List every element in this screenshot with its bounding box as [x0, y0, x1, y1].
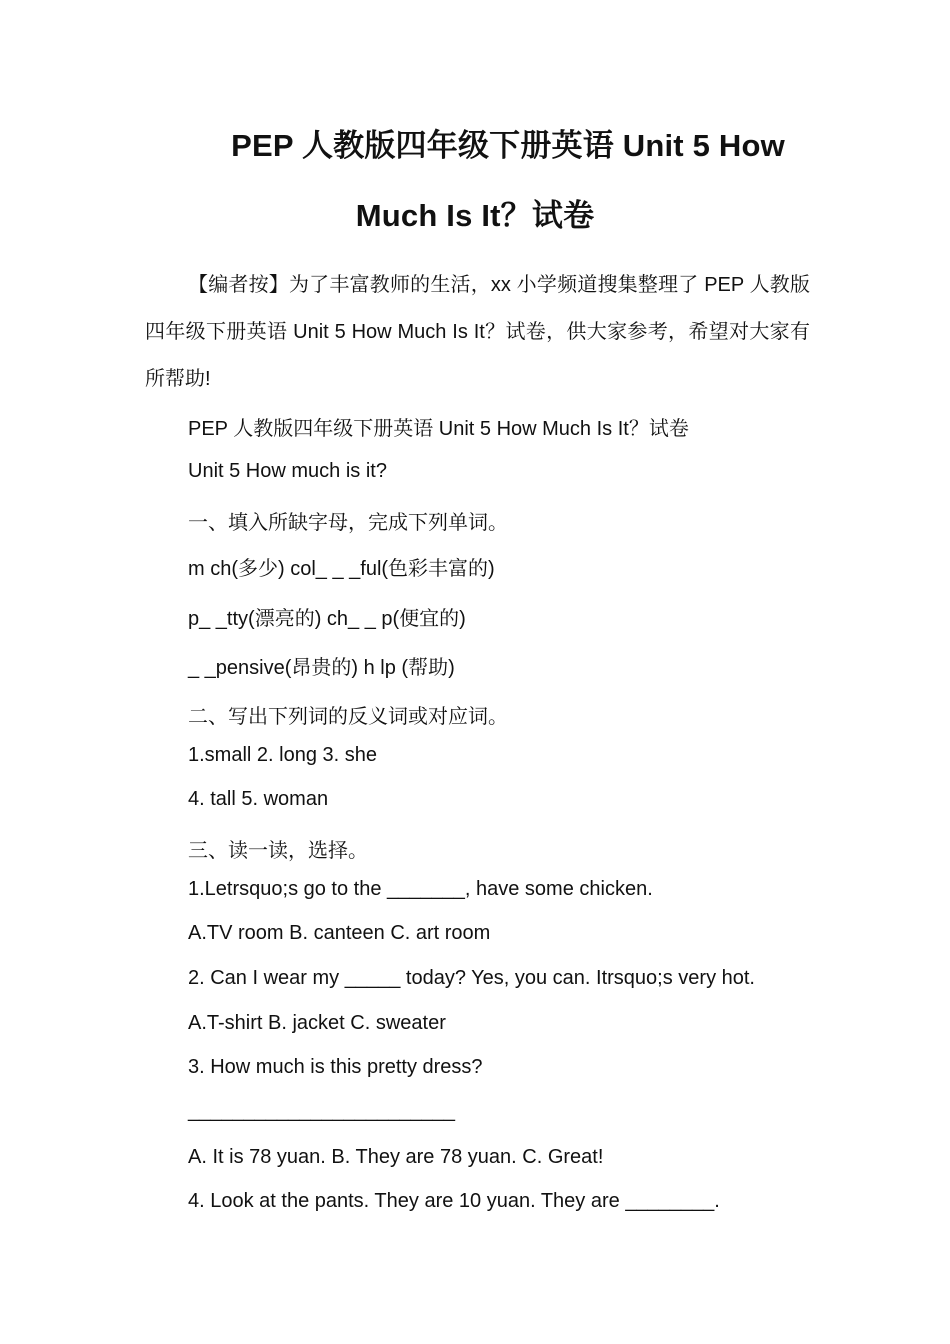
question-1: 1.Letrsquo;s go to the _______, have some chicken. [188, 878, 653, 900]
answer-blank-line: ________________________ [188, 1100, 455, 1122]
question-1-options: A.TV room B. canteen C. art room [188, 922, 491, 944]
editor-note-paragraph: 【编者按】为了丰富教师的生活，xx 小学频道搜集整理了 PEP 人教版四年级下册英语 Unit 5 How Much Is It？试卷，供大家参考，希望对大家有所帮助! [145, 274, 810, 390]
section-2-item-2: 4. tall 5. woman [188, 788, 329, 810]
section-1-item-1: m ch(多少) col_ _ _ful(色彩丰富的) [188, 558, 495, 580]
section-1-item-3: _ _pensive(昂贵的) h lp (帮助) [188, 657, 455, 679]
section-1-heading: 一、填入所缺字母，完成下列单词。 [188, 512, 508, 534]
question-2-options: A.T-shirt B. jacket C. sweater [188, 1012, 446, 1034]
question-3-options: A. It is 78 yuan. B. They are 78 yuan. C. Great! [188, 1146, 604, 1168]
section-3-heading: 三、读一读，选择。 [188, 840, 368, 862]
section-2-item-1: 1.small 2. long 3. she [188, 744, 377, 766]
question-2: 2. Can I wear my _____ today? Yes, you can. Itrsquo;s very hot. [188, 967, 755, 989]
document-subtitle: PEP 人教版四年级下册英语 Unit 5 How Much Is It？试卷 [188, 418, 689, 440]
section-1-item-2: p_ _tty(漂亮的) ch_ _ p(便宜的) [188, 608, 466, 630]
page-title-line-1: PEP 人教版四年级下册英语 Unit 5 How [231, 128, 785, 163]
unit-heading: Unit 5 How much is it? [188, 460, 387, 482]
question-3: 3. How much is this pretty dress? [188, 1056, 483, 1078]
page-title-line-2: Much Is It？试卷 [355, 198, 595, 233]
section-2-heading: 二、写出下列词的反义词或对应词。 [188, 706, 508, 728]
question-4: 4. Look at the pants. They are 10 yuan. They are ________. [188, 1190, 720, 1212]
